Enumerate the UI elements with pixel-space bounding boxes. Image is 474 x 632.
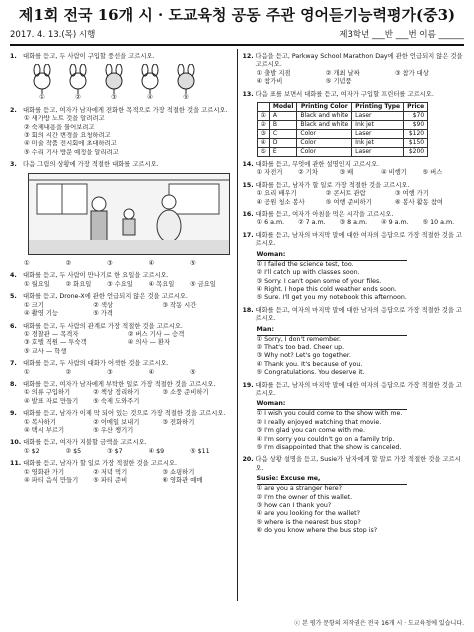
q12-option-4[interactable]: ④ 참가비 bbox=[256, 78, 283, 86]
table-row[interactable]: ① A Black and white Laser $70 bbox=[257, 112, 428, 121]
q9-option-5[interactable]: ⑤ 우산 챙기기 bbox=[93, 426, 134, 434]
q15-option-6[interactable]: ⑥ 봉사 활동 참여 bbox=[394, 198, 443, 206]
q7-option-5[interactable]: ⑤ bbox=[190, 368, 196, 376]
q2-option-2[interactable]: ② 숙제내용을 물어보려고 bbox=[24, 123, 95, 131]
balloon-option-2[interactable]: ② bbox=[64, 64, 92, 102]
balloon-option-1[interactable]: ① bbox=[28, 64, 56, 102]
q12-option-2[interactable]: ② 개최 날짜 bbox=[325, 69, 360, 77]
q19-option-3[interactable]: ③ I'm glad you can come with me. bbox=[256, 427, 366, 435]
q19-option-4[interactable]: ④ I'm sorry you couldn't go on a family trip. bbox=[256, 435, 395, 443]
q2-option-1[interactable]: ① 새가방 노트 것을 알려려고 bbox=[24, 115, 105, 123]
q5-option-4[interactable]: ④ 촬영 기능 bbox=[24, 310, 58, 318]
q6-option-1[interactable]: ① 경찰관 — 목격자 bbox=[24, 330, 79, 338]
q6-option-2[interactable]: ② 버스 기사 — 승객 bbox=[127, 330, 185, 338]
q20-option-1[interactable]: ① are you a stranger here? bbox=[256, 485, 342, 493]
q19-option-2[interactable]: ② I really enjoyed watching that movie. bbox=[256, 418, 382, 426]
question-9: 9. 대화를 듣고, 남자가 이제 막 되어 있는 것으로 가장 적절한 것을 고르시오. bbox=[10, 410, 226, 418]
q16-option-2[interactable]: ② 7 a.m. bbox=[298, 219, 326, 227]
q16-option-3[interactable]: ③ 8 a.m. bbox=[339, 219, 368, 227]
q14-option-4[interactable]: ④ 비행기 bbox=[381, 169, 407, 177]
q9-option-1[interactable]: ① 복사하기 bbox=[24, 418, 56, 426]
q8-option-4[interactable]: ④ 발표 자료 만들기 bbox=[24, 397, 79, 405]
q18-option-4[interactable]: ④ Thank you. It's because of you. bbox=[256, 360, 363, 368]
question-4: 4. 대화를 듣고, 두 사람이 만나기로 한 요일을 고르시오. bbox=[10, 272, 169, 280]
q17-option-3[interactable]: ③ Sorry. I can't open some of your files. bbox=[256, 277, 382, 285]
q16-option-5[interactable]: ⑤ 10 a.m. bbox=[422, 219, 455, 227]
question-17: 17. 대화를 듣고, 남자의 마지막 말에 대한 여자의 응답으로 가장 적절한 것을 고르시오. bbox=[242, 231, 463, 248]
question-12: 12. 다음을 듣고, Parkway School Marathon Day에 관한 언급되지 않은 것을 고르시오. bbox=[242, 53, 463, 69]
q7-option-1[interactable]: ① bbox=[24, 368, 30, 376]
exam-subheader bbox=[10, 28, 464, 42]
q20-speaker: Susie: Excuse me, bbox=[257, 475, 407, 485]
question-5: 5. 대화를 듣고, Drone-X에 관한 언급되지 않은 것을 고르시오. bbox=[10, 293, 188, 301]
q7-option-3[interactable]: ③ bbox=[107, 368, 113, 376]
q6-option-4[interactable]: ④ 의사 — 환자 bbox=[127, 339, 171, 347]
q5-options-row1 bbox=[24, 302, 232, 310]
q2-option-4[interactable]: ④ 미술 작품 전시회에 초대하려고 bbox=[24, 140, 117, 148]
q10-option-2[interactable]: ② $5 bbox=[65, 447, 82, 455]
table-row[interactable]: ③ C Color Laser $120 bbox=[257, 130, 428, 139]
q11-option-4[interactable]: ④ 파티 음식 만들기 bbox=[24, 477, 79, 484]
q11-option-2[interactable]: ② 저녁 먹기 bbox=[93, 468, 128, 476]
q5-option-2[interactable]: ② 색상 bbox=[93, 301, 113, 309]
q16-options bbox=[257, 219, 465, 227]
exam-title: 제1회 전국 16개 시 · 도교육청 공동 주관 영어듣기능력평가(중3) bbox=[18, 6, 456, 24]
q20-option-2[interactable]: ② I'm the owner of this wallet. bbox=[256, 493, 353, 501]
q11-option-5[interactable]: ⑤ 파티 준비 bbox=[93, 477, 128, 484]
q9-option-3[interactable]: ③ 전화하기 bbox=[162, 418, 195, 426]
q14-option-3[interactable]: ③ 배 bbox=[339, 169, 354, 177]
question-7: 7. 대화를 듣고, 두 사람의 대화가 어색한 것을 고르시오. bbox=[10, 360, 169, 368]
question-20: 20. 다음 상황 설명을 듣고, Susie가 남자에게 할 말로 가장 적절한 것을 고르시오. bbox=[242, 456, 461, 472]
q6-options-row2 bbox=[24, 339, 232, 347]
q9-option-4[interactable]: ④ 택시 부르기 bbox=[24, 426, 65, 434]
left-column bbox=[10, 49, 237, 601]
q5-option-3[interactable]: ③ 작동 시간 bbox=[162, 301, 197, 309]
q9-option-2[interactable]: ② 이메일 보내기 bbox=[93, 418, 140, 426]
balloon-option-3[interactable]: ③ bbox=[100, 64, 128, 102]
q9-options-row1 bbox=[24, 419, 232, 427]
q14-options bbox=[257, 169, 465, 177]
q4-option-2[interactable]: ② 화요일 bbox=[65, 280, 92, 288]
q7-option-4[interactable]: ④ bbox=[148, 368, 155, 376]
q12-options-row2 bbox=[257, 78, 465, 86]
q8-option-2[interactable]: ② 책상 정리하기 bbox=[93, 389, 140, 397]
q3-option-1[interactable]: ① bbox=[24, 260, 30, 268]
q6-option-3[interactable]: ③ 호텔 직원 — 투숙객 bbox=[24, 339, 87, 347]
q10-option-4[interactable]: ④ $9 bbox=[148, 447, 165, 455]
question-18: 18. 대화를 듣고, 여자의 마지막 말에 대한 남자의 응답으로 가장 적절한 것을 고르시오. bbox=[242, 306, 463, 323]
question-14: 14. 대화를 듣고, 무엇에 관한 설명인지 고르시오. bbox=[242, 161, 380, 169]
question-11: 11. 대화를 듣고, 남자가 할 일로 가장 적절한 것을 고르시오. bbox=[10, 460, 177, 468]
q18-speaker: Man: bbox=[257, 326, 407, 336]
q4-option-5[interactable]: ⑤ 금요일 bbox=[190, 280, 216, 288]
subway-scene-illustration bbox=[28, 173, 230, 255]
q10-option-5[interactable]: ⑤ $11 bbox=[190, 447, 210, 455]
q14-option-5[interactable]: ⑤ 버스 bbox=[422, 169, 443, 177]
rabbit-balloon-icon bbox=[172, 64, 200, 94]
question-15: 15. 대화를 듣고, 남자가 할 일로 가장 적절한 것을 고르시오. bbox=[242, 181, 410, 189]
q10-option-1[interactable]: ① $2 bbox=[24, 447, 40, 455]
header-divider bbox=[10, 44, 464, 46]
q15-option-4[interactable]: ④ 공원 청소 봉사 bbox=[256, 198, 305, 206]
q7-options bbox=[24, 369, 232, 377]
q10-options bbox=[24, 448, 232, 456]
exam-date: 2017. 4. 13.(목) 시행 bbox=[10, 30, 96, 40]
q11-options-row2 bbox=[24, 477, 232, 485]
q3-option-4[interactable]: ④ bbox=[148, 260, 155, 268]
q17-option-4[interactable]: ④ Right. I hope this cold weather ends soon. bbox=[256, 285, 397, 293]
q20-option-3[interactable]: ③ how can I thank you? bbox=[256, 502, 332, 510]
balloon-option-4[interactable]: ④ bbox=[136, 64, 164, 102]
question-1: 1. 대화를 듣고, 두 사람이 구입할 풍선을 고르시오. bbox=[10, 53, 155, 60]
q16-option-1[interactable]: ① 6 a.m. bbox=[256, 219, 285, 227]
q5-option-5[interactable]: ⑤ 가격 bbox=[93, 310, 113, 318]
q15-option-2[interactable]: ② 콘서트 관람 bbox=[325, 190, 366, 198]
q2-option-5[interactable]: ⑤ 수리 기사 방문 예정을 알리려고 bbox=[24, 148, 119, 156]
rabbit-balloon-icon bbox=[136, 64, 164, 94]
q8-options-row1 bbox=[24, 389, 232, 397]
table-row[interactable]: ④ D Color Ink jet $150 bbox=[257, 139, 428, 148]
copyright-footer: ⓒ 본 평가 문항의 저작권은 전국 16개 시 · 도교육청에 있습니다. bbox=[294, 620, 464, 627]
q9-options-row2 bbox=[24, 427, 232, 435]
q11-option-1[interactable]: ① 영화관 가기 bbox=[24, 468, 65, 476]
q3-option-3[interactable]: ③ bbox=[107, 260, 113, 268]
q17-option-1[interactable]: ① I failed the science test, too. bbox=[256, 260, 354, 268]
q4-option-4[interactable]: ④ 목요일 bbox=[148, 280, 175, 288]
q10-option-3[interactable]: ③ $7 bbox=[107, 447, 123, 455]
table-row[interactable]: ② B Black and white Ink jet $90 bbox=[257, 121, 428, 130]
q12-option-5[interactable]: ⑤ 기념품 bbox=[325, 78, 352, 86]
q8-option-5[interactable]: ⑤ 숙제 도와주기 bbox=[93, 397, 140, 405]
q5-option-1[interactable]: ① 크기 bbox=[24, 301, 44, 309]
question-8: 8. 대화를 듣고, 여자가 남자에게 부탁한 일로 가장 적절한 것을 고르시오. bbox=[10, 380, 216, 388]
q3-options bbox=[24, 260, 232, 268]
q12-options-row1 bbox=[257, 70, 465, 78]
q11-option-3[interactable]: ③ 쇼핑하기 bbox=[162, 468, 195, 476]
rabbit-balloon-icon bbox=[28, 64, 56, 94]
q18-option-5[interactable]: ⑤ Congratulations. You deserve it. bbox=[256, 369, 365, 377]
question-3: 3. 다음 그림의 상황에 가장 적절한 대화를 고르시오. bbox=[10, 161, 159, 169]
q14-option-2[interactable]: ② 기차 bbox=[298, 169, 318, 177]
q19-speaker: Woman: bbox=[257, 400, 407, 410]
question-16: 16. 대화를 듣고, 여자가 아침을 먹은 시각을 고르시오. bbox=[242, 211, 394, 219]
q18-option-3[interactable]: ③ Why not? Let's go together. bbox=[256, 352, 351, 360]
q15-option-5[interactable]: ⑤ 여행 준비하기 bbox=[325, 198, 372, 206]
question-10: 10. 대화를 듣고, 여자가 지불할 금액을 고르시오. bbox=[10, 439, 147, 447]
balloon-images bbox=[28, 64, 232, 102]
balloon-option-5[interactable]: ⑤ bbox=[172, 64, 200, 102]
q8-options-row2 bbox=[24, 398, 232, 406]
q17-option-2[interactable]: ② I'll catch up with classes soon. bbox=[256, 269, 360, 277]
question-2: 2. 대화를 듣고, 여자가 남자에게 전화한 목적으로 가장 적절한 것을 고르시오. bbox=[10, 106, 228, 114]
q8-option-3[interactable]: ③ 소풍 준비하기 bbox=[162, 389, 209, 397]
q15-options-row2 bbox=[257, 199, 465, 207]
q19-option-1[interactable]: ① I wish you could come to the show with me. bbox=[256, 410, 403, 418]
q4-option-3[interactable]: ③ 수요일 bbox=[107, 280, 133, 288]
q17-speaker: Woman: bbox=[257, 251, 407, 261]
q11-options-row1 bbox=[24, 469, 232, 477]
q11-option-6[interactable]: ⑥ 영화관 예매 bbox=[162, 477, 203, 484]
q15-option-1[interactable]: ① 요리 배우기 bbox=[256, 190, 297, 198]
printer-table bbox=[257, 102, 429, 157]
q12-option-3[interactable]: ③ 참가 대상 bbox=[394, 69, 429, 77]
q14-option-1[interactable]: ① 자전거 bbox=[256, 169, 283, 177]
question-13: 13. 다음 표를 보면서 대화를 듣고, 여자가 구입할 프린터를 고르시오. bbox=[242, 90, 434, 98]
q15-option-3[interactable]: ③ 여행 가기 bbox=[394, 190, 429, 198]
q6-option-5[interactable]: ⑤ 교사 — 학생 bbox=[24, 347, 67, 355]
q18-option-1[interactable]: ① Sorry, I don't remember. bbox=[256, 335, 342, 343]
q3-option-5[interactable]: ⑤ bbox=[190, 260, 196, 268]
question-6: 6. 대화를 듣고, 두 사람의 관계로 가장 적절한 것을 고르시오. bbox=[10, 322, 183, 330]
q12-option-1[interactable]: ① 출발 지점 bbox=[256, 69, 291, 77]
table-row[interactable]: ⑤ E Color Laser $200 bbox=[257, 148, 428, 157]
rabbit-balloon-icon bbox=[100, 64, 128, 94]
question-19: 19. 대화를 듣고, 남자의 마지막 말에 대한 여자의 응답으로 가장 적절한 것을 고르시오. bbox=[242, 381, 463, 397]
q18-option-2[interactable]: ② That's too bad. Cheer up. bbox=[256, 343, 345, 351]
q4-options bbox=[24, 281, 232, 289]
q15-options-row1 bbox=[257, 190, 465, 198]
student-info-line: 제3학년 ___반 ___번 이름 ______ bbox=[339, 30, 464, 40]
right-column bbox=[237, 49, 465, 601]
table-header-row: Model Printing Color Printing Type Price bbox=[257, 103, 428, 112]
q20-option-6[interactable]: ⑥ do you know where the bus stop is? bbox=[256, 527, 378, 535]
q19-option-5[interactable]: ⑤ I'm disappointed that the show is canceled. bbox=[256, 444, 402, 451]
q20-option-4[interactable]: ④ are you looking for the wallet? bbox=[256, 510, 360, 518]
q2-option-3[interactable]: ③ 회의 시간 변경을 요청하려고 bbox=[24, 132, 111, 140]
q4-option-1[interactable]: ① 월요일 bbox=[24, 280, 50, 288]
q5-options-row2 bbox=[24, 310, 232, 318]
q20-option-5[interactable]: ⑤ where is the nearest bus stop? bbox=[256, 518, 361, 526]
q3-option-2[interactable]: ② bbox=[65, 260, 72, 268]
q8-option-1[interactable]: ① 의류 구입하기 bbox=[24, 389, 71, 397]
q7-option-2[interactable]: ② bbox=[65, 368, 72, 376]
q16-option-4[interactable]: ④ 9 a.m. bbox=[381, 219, 409, 227]
q17-option-5[interactable]: ⑤ Sure. I'll get you my notebook this afternoon. bbox=[256, 294, 407, 302]
rabbit-balloon-icon bbox=[64, 64, 92, 94]
